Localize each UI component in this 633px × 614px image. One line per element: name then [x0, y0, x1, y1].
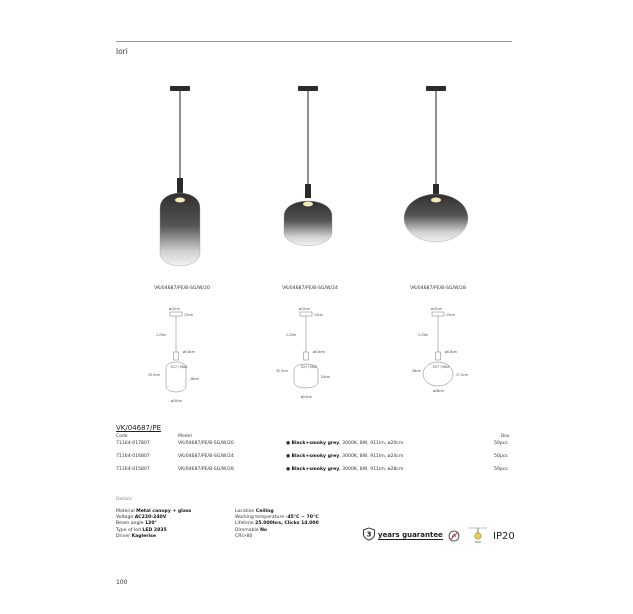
spec-line: Working temperature -45°C ~ 70°C	[235, 515, 319, 521]
table-row-box: 50pcs	[494, 441, 508, 446]
specs-left	[116, 509, 191, 540]
table-row-box: 50pcs	[494, 454, 508, 459]
diag-height-shade: 28cm	[190, 377, 199, 381]
desc-bold: Black+smoky grey	[291, 454, 340, 459]
no-dimmer-icon	[447, 529, 461, 543]
diag-height-total: 28cm	[412, 369, 421, 373]
dimension-diagram-20	[126, 306, 236, 406]
specs-right	[235, 509, 319, 540]
diag-bottom-dia: ø28cm	[433, 389, 444, 393]
desc-rest: , 3000K, 8W, 911lm, ø20cm	[339, 441, 404, 446]
diag-top-dia: ø12cm	[299, 307, 310, 311]
diag-lamp-type: E27 / MAX	[301, 365, 318, 369]
desc-bold: Black+smoky grey	[291, 467, 340, 472]
pendant-lamp-28-image	[376, 78, 496, 278]
table-row-desc: ● Black+smoky grey, 3000K, 8W, 911lm, ø24cm	[286, 454, 404, 459]
diag-lamp-type: E27 / MAX	[433, 365, 450, 369]
spec-line: Voltage AC220-240V	[116, 515, 167, 521]
diag-bottom-dia: ø20cm	[171, 399, 182, 403]
pendant-lamp-20-image	[120, 78, 240, 278]
diag-socket: ø0.8cm	[445, 350, 457, 354]
table-row-code: 71164-017807	[116, 441, 150, 446]
header-model: Model	[178, 434, 192, 439]
desc-rest: , 3000K, 8W, 911lm, ø24cm	[339, 454, 404, 459]
table-row-box: 50pcs	[494, 467, 508, 472]
table-row-model: VK/04687/PE/B-SG/W/20	[178, 441, 234, 446]
lamp-label-24: VK/04687/PE/B-SG/W/24	[282, 286, 338, 291]
pendant-lamp-24-image	[248, 78, 368, 278]
diag-socket: ø0.8cm	[183, 350, 195, 354]
guarantee-text: years guarantee	[378, 531, 443, 539]
diag-top-dia: ø12cm	[169, 307, 180, 311]
table-row-desc: ● Black+smoky grey, 3000K, 8W, 911lm, ø20cm	[286, 441, 404, 446]
diag-height-total: 32.5cm	[276, 369, 288, 373]
guarantee-number: 3	[366, 530, 372, 539]
lamp-label-28: VK/04687/PE/B-SG/W/28	[410, 286, 466, 291]
table-row-code: 71164-015807	[116, 467, 150, 472]
light-bulb-icon	[467, 524, 489, 546]
diag-height-shade: 24cm	[321, 375, 330, 379]
spec-line: Lifetime 25.000hrs, Clicks 14.000	[235, 521, 319, 527]
diag-cable: 1.25m	[286, 333, 297, 337]
spec-line: Beam angle 120°	[116, 521, 157, 527]
spec-line: Driver Kaglerise	[116, 533, 156, 539]
spec-line: CRI>80	[235, 533, 253, 539]
diag-canopy-h: 13cm	[446, 313, 455, 317]
shield-icon	[362, 527, 376, 541]
ip-rating: IP20	[493, 531, 515, 542]
table-row-model: VK/04687/PE/B-SG/W/24	[178, 454, 234, 459]
top-rule	[116, 41, 512, 42]
diag-top-dia: ø12cm	[431, 307, 442, 311]
diag-canopy-h: 13cm	[314, 313, 323, 317]
details-heading: Details	[116, 497, 132, 502]
diag-canopy-h: 13cm	[184, 313, 193, 317]
desc-rest: , 3000K, 8W, 911lm, ø28cm	[339, 467, 404, 472]
table-row-model: VK/04687/PE/B-SG/W/28	[178, 467, 234, 472]
diag-cable: 1.25m	[156, 333, 167, 337]
table-row-code: 71164-016807	[116, 454, 150, 459]
diag-lamp-type: E27 / MAX	[171, 365, 188, 369]
family-name: lori	[116, 47, 128, 56]
dimension-diagram-28	[388, 306, 498, 406]
desc-bold: Black+smoky grey	[291, 441, 340, 446]
header-code: Code	[116, 434, 128, 439]
lamp-label-20: VK/04687/PE/B-SG/W/20	[154, 286, 210, 291]
series-title: VK/04687/PE	[116, 424, 162, 432]
table-row-desc: ● Black+smoky grey, 3000K, 8W, 911lm, ø28cm	[286, 467, 404, 472]
spec-line: Type of led LED 2835	[116, 527, 167, 533]
dimension-diagram-24	[256, 306, 366, 406]
header-box: Box	[501, 434, 510, 439]
diag-bottom-dia: ø24cm	[301, 395, 312, 399]
spec-line: Location Ceiling	[235, 509, 274, 514]
diag-height-shade: 17.5cm	[456, 373, 468, 377]
diag-height-total: 30.5cm	[148, 373, 160, 377]
page-number: 100	[116, 579, 128, 586]
spec-line: Dimmable No	[235, 527, 268, 533]
spec-line: Material Metal canopy + glass	[116, 509, 192, 514]
diag-cable: 1.25m	[418, 333, 429, 337]
diag-socket: ø0.8cm	[313, 350, 325, 354]
